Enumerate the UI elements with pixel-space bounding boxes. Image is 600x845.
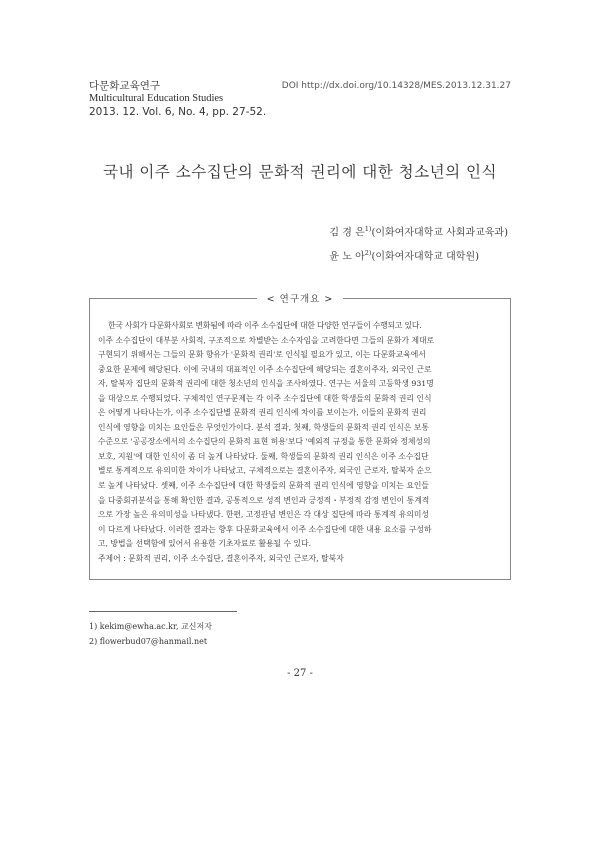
author-affiliation: (이화여자대학교 사회과교육과) <box>371 227 508 239</box>
abstract-line: 으로 가장 높은 유의미성을 나타냈다. 한편, 고정관념 변인은 각 대상 집단에 따라 통계적 유의미성 <box>98 510 429 520</box>
abstract-line: 한국 사회가 다문화사회로 변화됨에 따라 이주 소수집단에 대한 다양한 연구들이 수행되고 있다. <box>108 321 422 330</box>
abstract-line: 을 다중회귀분석을 통해 확인한 결과, 공통적으로 성적 변인과 긍정적・부정적 감정 변인이 통계적 <box>98 495 430 505</box>
abstract-line: 이 다르게 나타났다. 이러한 결과는 향후 다문화교육에서 이주 소수집단에 대한 내용 요소를 구성하 <box>98 524 432 534</box>
keywords: 주제어 : 문화적 권리, 이주 소수집단, 결혼이주자, 외국인 근로자, 탈북자 <box>98 554 344 563</box>
journal-name-english: Multicultural Education Studies <box>89 93 224 104</box>
abstract-line: 보호, 지원'에 대한 인식이 좀 더 높게 나타났다. 둘째, 학생들의 문화적 권리 인식은 이주 소수집단 <box>98 451 429 461</box>
issue-info: 2013. 12. Vol. 6, No. 4, pp. 27-52. <box>89 106 267 118</box>
author-name: 윤 노 아 <box>329 251 365 263</box>
abstract-line: 고, 방법을 선택함에 있어서 유용한 기초자료로 활용될 수 있다. <box>98 539 312 549</box>
footnote-divider <box>89 611 237 612</box>
abstract-line: 로 높게 나타났다. 셋째, 이주 소수집단에 대한 학생들의 문화적 권리 인식에 영향을 미치는 요인들 <box>98 481 429 491</box>
paper-title: 국내 이주 소수집단의 문화적 권리에 대한 청소년의 인식 <box>103 163 497 181</box>
footnotes <box>89 619 212 649</box>
journal-name-korean: 다문화교육연구 <box>89 80 161 92</box>
abstract-line: 인식에 영향을 미치는 요인들은 무엇인가이다. 분석 결과, 첫째, 학생들의 문화적 권리 인식은 보통 <box>98 422 429 432</box>
abstract-line: 별로 통계적으로 유의미한 차이가 나타났고, 구체적으로는 결혼이주자, 외국인 근로자, 탈북자 순으 <box>98 466 432 476</box>
page-number: - 27 - <box>287 668 313 679</box>
author-2 <box>329 243 508 267</box>
footnote-2: 2) flowerbud07@hanmail.net <box>89 637 208 646</box>
footnote-mark: 1) <box>364 225 372 233</box>
author-1 <box>329 219 508 243</box>
author-list <box>329 219 508 268</box>
abstract-line: 수준으로 '공공장소에서의 소수집단의 문화적 표현 허용'보다 '예외적 규정을 통한 문화와 정체성의 <box>98 437 431 447</box>
footnote-mark: 2) <box>364 249 372 258</box>
abstract-label: < 연구개요 > <box>257 291 343 305</box>
footnote-1: 1) kekim@ewha.ac.kr, 교신저자 <box>89 622 212 631</box>
abstract-line: 을 대상으로 수행되었다. 구체적인 연구문제는 각 이주 소수집단에 대한 학생들의 문화적 권리 인식 <box>98 393 432 403</box>
abstract-line: 이주 소수집단이 대부분 사회적, 구조적으로 차별받는 소수자임을 고려한다면 그들의 문화가 제대로 <box>98 335 435 345</box>
abstract-line: 자, 탈북자 집단의 문화적 권리에 대한 청소년의 인식을 조사하였다. 연구는 서울의 고등학생 931명 <box>98 379 434 389</box>
abstract-line: 구현되기 위해서는 그들의 문화 향유가 '문화적 권리'로 인식될 필요가 있고, 이는 다문화교육에서 <box>98 350 426 360</box>
abstract-line: 은 어떻게 나타나는가, 이주 소수집단별 문화적 권리 인식에 차이를 보이는가, 이들의 문화적 권리 <box>98 408 427 418</box>
author-affiliation: (이화여자대학교 대학원) <box>371 251 480 263</box>
abstract-text <box>98 319 500 552</box>
author-name: 김 경 은 <box>329 227 365 239</box>
abstract-line: 중요한 문제에 해당된다. 이에 국내의 대표적인 이주 소수집단에 해당되는 결혼이주자, 외국인 근로 <box>98 364 432 374</box>
doi-link[interactable]: DOI http://dx.doi.org/10.14328/MES.2013.12.31.27 <box>281 81 511 91</box>
